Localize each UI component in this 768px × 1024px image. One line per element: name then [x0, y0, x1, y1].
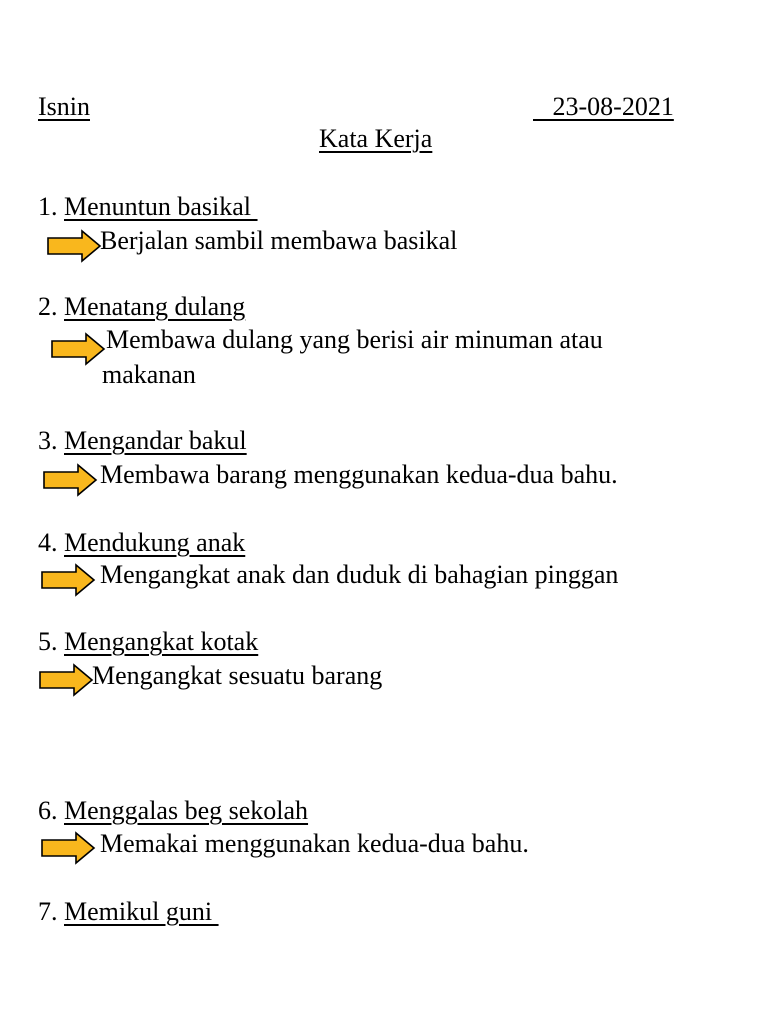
- day-label: Isnin: [38, 92, 90, 121]
- arrow-icon: [42, 463, 98, 497]
- arrow-icon: [40, 563, 96, 597]
- arrow-icon: [40, 831, 96, 865]
- item-number: 5.: [38, 627, 58, 656]
- item-number: 4.: [38, 528, 58, 557]
- arrow-icon: [38, 663, 94, 697]
- item-term-text: Mendukung anak: [64, 528, 246, 557]
- item-term: [38, 796, 308, 826]
- item-definition: Membawa dulang yang berisi air minuman atau: [106, 325, 603, 354]
- item-definition: Mengangkat anak dan duduk di bahagian pinggan: [100, 560, 619, 589]
- item-term: [38, 426, 247, 456]
- item-term-text: Menggalas beg sekolah: [64, 796, 309, 825]
- item-term-text: Mengandar bakul: [64, 426, 247, 455]
- item-number: 7.: [38, 897, 58, 926]
- arrow-icon: [50, 332, 106, 366]
- item-definition: makanan: [102, 360, 196, 389]
- arrow-icon: [46, 229, 102, 263]
- item-term: [38, 192, 258, 222]
- item-term: [38, 897, 219, 927]
- item-term-text: Menuntun basikal: [64, 192, 258, 221]
- item-number: 3.: [38, 426, 58, 455]
- item-term: [38, 627, 258, 657]
- item-definition: Membawa barang menggunakan kedua-dua bahu.: [100, 460, 618, 489]
- item-number: 6.: [38, 796, 58, 825]
- item-term-text: Menatang dulang: [64, 292, 246, 321]
- item-term: [38, 292, 245, 322]
- item-term: [38, 528, 245, 558]
- item-term-text: Mengangkat kotak: [64, 627, 259, 656]
- item-definition: Memakai menggunakan kedua-dua bahu.: [100, 829, 529, 858]
- item-definition: Mengangkat sesuatu barang: [92, 661, 383, 690]
- item-number: 2.: [38, 292, 58, 321]
- page-title: Kata Kerja: [319, 124, 433, 153]
- item-definition: Berjalan sambil membawa basikal: [100, 226, 458, 255]
- item-number: 1.: [38, 192, 58, 221]
- item-term-text: Memikul guni: [64, 897, 219, 926]
- date-label: 23-08-2021: [552, 92, 674, 121]
